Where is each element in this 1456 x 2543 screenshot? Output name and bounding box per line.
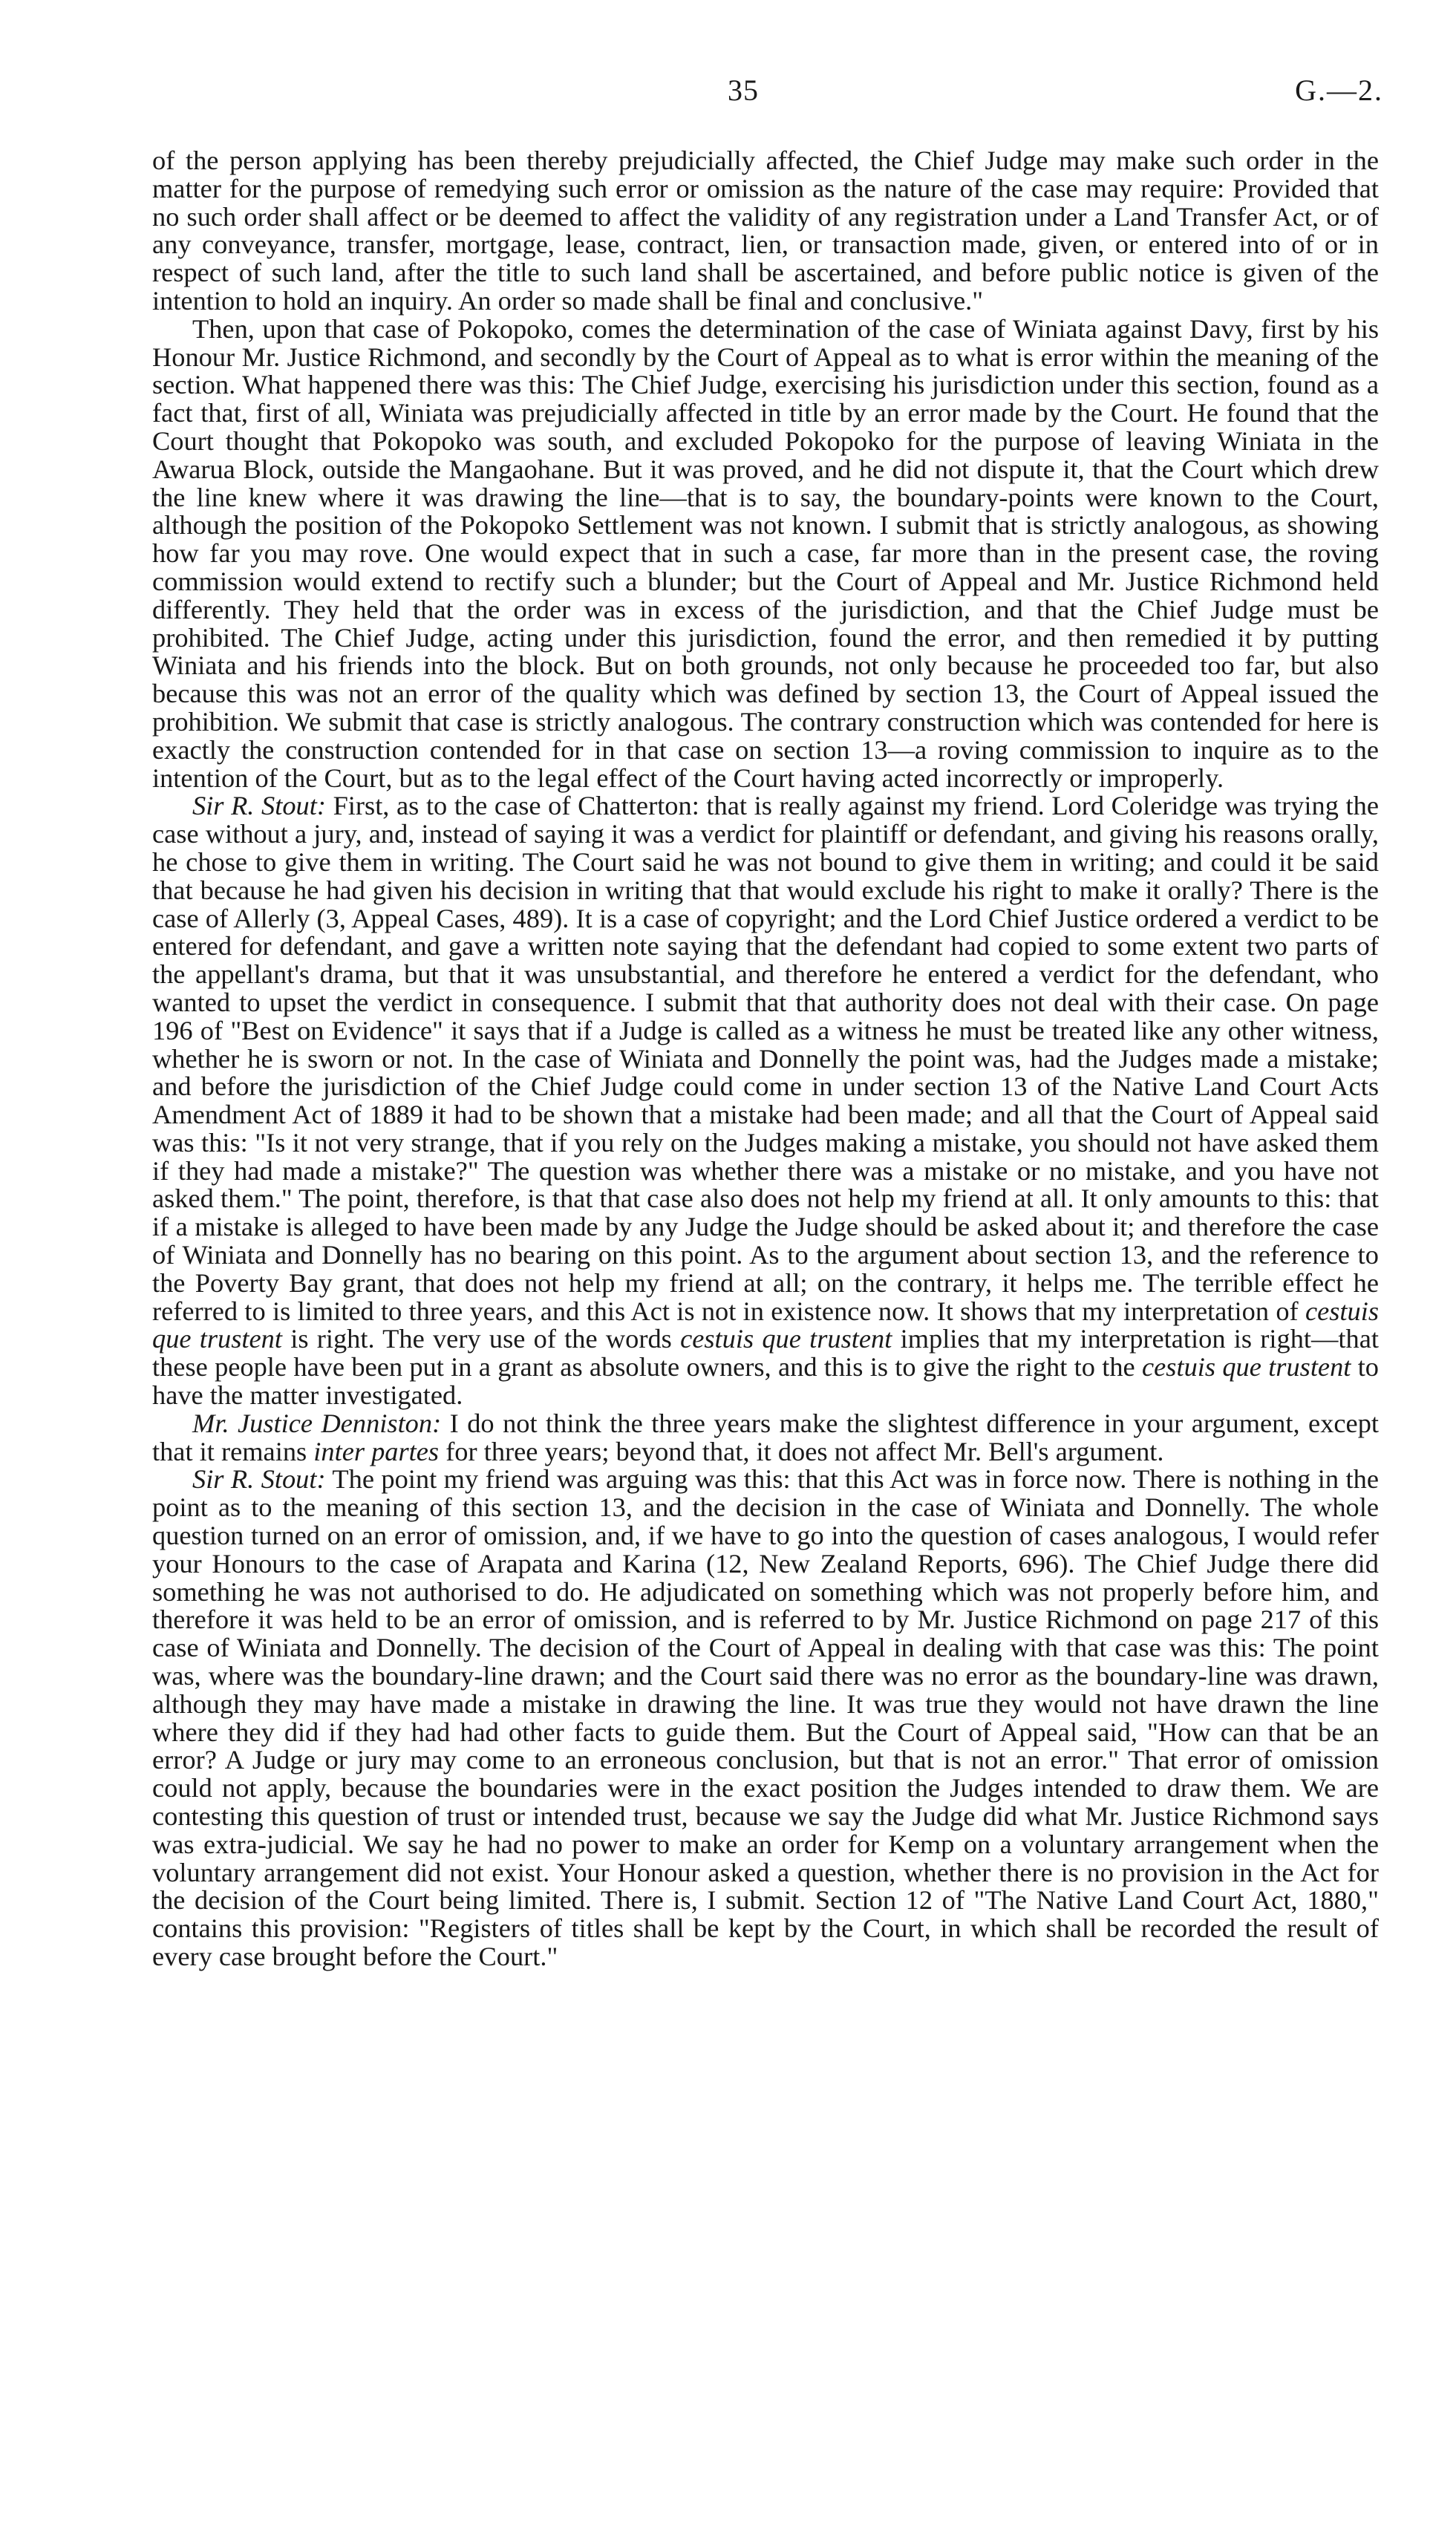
document-reference: G.—2. bbox=[1295, 74, 1383, 107]
paragraph bbox=[152, 1466, 1379, 1971]
page-number: 35 bbox=[728, 74, 759, 107]
paragraph-text: Then, upon that case of Pokopoko, comes the determination of the case of Winiata against Davy, first by his Honour Mr. Justice Richmond, and secondly by the Court of Appeal as to what is error within the meaning of the section. What happened there was this: The Chief Judge, exercising his jurisdiction under this section, found as a fact that, first of all, Winiata was prejudicially affected in title by an error made by the Court. He found that the Court thought that Pokopoko was south, and excluded Pokopoko for the purpose of leaving Winiata in the Awarua Block, outside the Mangaohane. But it was proved, and he did not dispute it, that the Court which drew the line knew where it was drawing the line—that is to say, the boundary-points were known to the Court, although the position of the Pokopoko Settlement was not known. I submit that is strictly analogous, as showing how far you may rove. One would expect that in such a case, far more than in the present case, the roving commission would extend to rectify such a blunder; but the Court of Appeal and Mr. Justice Richmond held differently. They held that the order was in excess of the jurisdiction, and that the Chief Judge must be prohibited. The Chief Judge, acting under this jurisdiction, found the error, and then remedied it by putting Winiata and his friends into the block. But on both grounds, not only because he proceeded too far, but also because this was not an error of the quality which was defined by section 13, the Court of Appeal issued the prohibition. We submit that case is strictly analogous. The contrary construction which was contended for here is exactly the construction contended for in that case on section 13—a roving commission to inquire as to the intention of the Court, but as to the legal effect of the Court having acted incorrectly or improperly. bbox=[152, 313, 1379, 793]
body-text bbox=[152, 147, 1379, 1971]
paragraph-text: for three years; beyond that, it does not affect Mr. Bell's argument. bbox=[439, 1436, 1164, 1466]
paragraph bbox=[152, 313, 1379, 793]
paragraph bbox=[152, 792, 1379, 1410]
italic-phrase: cestuis que trustent bbox=[680, 1324, 892, 1354]
paragraph-text: is right. The very use of the words bbox=[281, 1324, 681, 1354]
italic-phrase: cestuis que trustent bbox=[1142, 1352, 1351, 1383]
paragraph-text: I do not think the three years make the slightest difference in your argument, except that it remains bbox=[152, 1408, 1379, 1466]
paragraph bbox=[152, 147, 1379, 316]
paragraph-text: of the person applying has been thereby prejudicially affected, the Chief Judge may make such order in the matter for the purpose of remedying such error or omission as the nature of the case may require: Provided that no such order shall affect or be deemed to affect the validity of any registration under a Land Transfer Act, or of any conveyance, transfer, mortgage, lease, contract, lien, or transaction made, given, or entered into of or in respect of such land, after the title to such land shall be ascertained, and before public notice is given of the intention to hold an inquiry. An order so made shall be final and conclusive." bbox=[152, 146, 1379, 316]
paragraph-text: implies that my interpretation is right—that these people have been put in a grant as absolute owners, and this is to give the right to the bbox=[152, 1324, 1379, 1383]
page-header bbox=[0, 73, 1456, 117]
italic-phrase: cestuis que trustent bbox=[152, 1296, 1379, 1354]
paragraph bbox=[152, 1410, 1379, 1466]
paragraph-text: First, as to the case of Chatterton: that is really against my friend. Lord Coleridge was trying the case without a jury, and, instead of saying it was a verdict for plaintiff or defendant, and giving his reasons orally, he chose to give them in writing. The Court said he was not bound to give them in writing; and could it be said that because he had given his decision in writing that that would exclude his right to make it orally? There is the case of Allerly (3, Appeal Cases, 489). It is a case of copyright; and the Lord Chief Justice ordered a verdict to be entered for defendant, and gave a written note saying that the defendant had copied to some extent two parts of the appellant's drama, but that it was unsubstantial, and therefore he entered a verdict for the defendant, who wanted to upset the verdict in consequence. I submit that that authority does not deal with their case. On page 196 of "Best on Evidence" it says that if a Judge is called as a witness he must be treated like any other witness, whether he is sworn or not. In the case of Winiata and Donnelly the point was, had the Judges made a mistake; and before the jurisdiction of the Chief Judge could come in under section 13 of the Native Land Court Acts Amendment Act of 1889 it had to be shown that a mistake had been made; and all that the Court of Appeal said was this: "Is it not very strange, that if you rely on the Judges making a mistake, you should not have asked them if they had made a mistake?" The question was whether there was a mistake or no mistake, and you have not asked them." The point, therefore, is that that case also does not help my friend at all. It only amounts to this: that if a mistake is alleged to have been made by any Judge the Judge should be asked about it; and therefore the case of Winiata and Donnelly has no bearing on this point. As to the argument about section 13, and the reference to the Poverty Bay grant, that does not help my friend at all; on the contrary, it helps me. The terrible effect he referred to is limited to three years, and this Act is not in existence now. It shows that my interpretation of bbox=[152, 791, 1379, 1326]
speaker-name: Mr. Justice Denniston: bbox=[192, 1408, 442, 1438]
paragraph-text: The point my friend was arguing was this: that this Act was in force now. There is nothing in the point as to the meaning of this section 13, and the decision in the case of Winiata and Donnelly. The whole question turned on an error of omission, and, if we have to go into the question of cases analogous, I would refer your Honours to the case of Arapata and Karina (12, New Zealand Reports, 696). The Chief Judge there did something he was not authorised to do. He adjudicated on something which was not properly before him, and therefore it was held to be an error of omission, and is referred to by Mr. Justice Richmond on page 217 of this case of Winiata and Donnelly. The decision of the Court of Appeal in dealing with that case was this: The point was, where was the boundary-line drawn; and the Court said there was no error as the boundary-line was drawn, although they may have made a mistake in drawing the line. It was true they would not have drawn the line where they did if they had had other facts to guide them. But the Court of Appeal said, "How can that be an error? A Judge or jury may come to an erroneous conclusion, but that is not an error." That error of omission could not apply, because the boundaries were in the exact position the Judges intended to draw them. We are contesting this question of trust or intended trust, because we say the Judge did what Mr. Justice Richmond says was extra-judicial. We say he had no power to make an order for Kemp on a voluntary arrangement when the voluntary arrangement did not exist. Your Honour asked a question, whether there is no provision in the Act for the decision of the Court being limited. There is, I submit. Section 12 of "The Native Land Court Act, 1880," contains this provision: "Registers of titles shall be kept by the Court, in which shall be recorded the result of every case brought before the Court." bbox=[152, 1464, 1380, 1971]
speaker-name: Sir R. Stout: bbox=[192, 791, 326, 821]
italic-phrase: inter partes bbox=[313, 1436, 440, 1466]
speaker-name: Sir R. Stout: bbox=[192, 1464, 326, 1495]
paragraph-text: to have the matter investigated. bbox=[152, 1352, 1379, 1411]
